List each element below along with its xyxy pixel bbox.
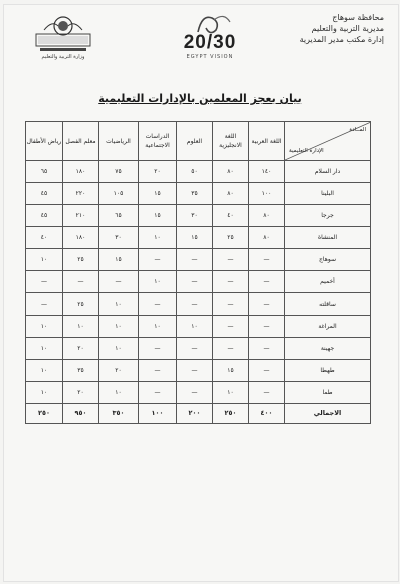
table-header-row [26,122,371,161]
column-header: رياض الأطفال [26,122,63,161]
table-cell: ١٠٥ [99,183,139,205]
row-label: أخميم [285,271,371,293]
table-row [26,183,371,205]
table-cell: ٢٥ [213,227,249,249]
total-cell: ٩٥٠ [63,403,99,423]
table-cell: ٣٠ [177,205,213,227]
table-cell: — [139,249,177,271]
total-cell: ٢٥٠ [26,403,63,423]
vision-number: 20/30 [183,32,237,53]
table-cell: — [99,271,139,293]
table-cell: ١٠ [139,227,177,249]
column-header: اللغة العربية [249,122,285,161]
table-cell: ٨٠ [213,183,249,205]
row-label: المراغة [285,315,371,337]
corner-admin-label: الإدارة التعليمية [289,148,324,154]
table-cell: ٢٠ [139,161,177,183]
table-cell: — [249,315,285,337]
column-header: اللغة الانجليزية [213,122,249,161]
corner-subject-label: المــادة [349,127,366,133]
table-cell: ١٠ [99,315,139,337]
table-cell: — [249,271,285,293]
table-cell: ١٠ [26,381,63,403]
table-cell: ٦٥ [26,161,63,183]
table-cell: — [249,359,285,381]
table-cell: — [177,359,213,381]
table-cell: ١٥ [139,183,177,205]
total-label: الاجمالي [285,403,371,423]
total-cell: ٢٥٠ [213,403,249,423]
row-label: البلينا [285,183,371,205]
table-cell: ٦٥ [99,205,139,227]
table-cell: ١٠ [99,293,139,315]
table-cell: — [249,337,285,359]
table-cell: — [139,381,177,403]
table-cell: ٣٥ [63,359,99,381]
table-row [26,359,371,381]
table-cell: — [249,249,285,271]
header-line-directorate: مديرية التربية والتعليم [311,24,384,33]
table-row [26,381,371,403]
table-cell: — [139,337,177,359]
table-cell: ١٠ [26,337,63,359]
row-label: المنشاة [285,227,371,249]
table-cell: ١٨٠ [63,161,99,183]
table-cell: ١٠ [177,315,213,337]
table-cell: — [63,271,99,293]
table-cell: — [213,293,249,315]
egypt-vision-logo [150,10,270,62]
table-cell: ١٠ [99,337,139,359]
table-cell: ٢٠ [63,337,99,359]
table-cell: ٨٠ [249,205,285,227]
row-label: جهينة [285,337,371,359]
table-cell: ٢٥ [63,249,99,271]
document-title: بيان بعجز المعلمين بالإدارات التعليمية [98,92,302,105]
table-body [26,161,371,424]
row-label: طما [285,381,371,403]
table-cell: ٨٠ [213,161,249,183]
table-cell: ٢١٠ [63,205,99,227]
table-cell: ١٠ [63,315,99,337]
ministry-logo [32,12,94,56]
table-cell: — [249,381,285,403]
table-cell: ١٥ [177,227,213,249]
table-cell: ٢٠ [63,381,99,403]
table-row [26,271,371,293]
table-cell: — [177,271,213,293]
table-cell: ١٠ [139,315,177,337]
table-row [26,227,371,249]
table-cell: — [213,337,249,359]
table-cell: — [213,315,249,337]
header-line-governorate: محافظة سوهاج [332,13,384,22]
table-row [26,249,371,271]
table-cell: — [177,293,213,315]
logo-label: وزارة التربية والتعليم [41,54,85,60]
table-cell: ٣٥ [177,183,213,205]
table-cell: ٢٢٠ [63,183,99,205]
row-label: سوهاج [285,249,371,271]
table-cell: — [177,337,213,359]
table-cell: ١٥ [213,359,249,381]
row-label: دار السلام [285,161,371,183]
corner-header-cell [285,122,371,161]
table-cell: ١٠ [26,359,63,381]
table-cell: — [177,381,213,403]
vision-subtitle: EGYPT VISION [186,54,234,60]
table-cell: — [139,293,177,315]
table-cell: ٤٥ [26,205,63,227]
table-cell: ٨٠ [249,227,285,249]
total-row [26,403,371,423]
table-cell: ١٤٠ [249,161,285,183]
table-cell: ١٠٠ [249,183,285,205]
table-cell: ١٠ [139,271,177,293]
table-row [26,205,371,227]
table-cell: ١٠ [213,381,249,403]
table-cell: — [139,359,177,381]
table-cell: ٤٠ [213,205,249,227]
table-cell: ١٠ [99,381,139,403]
table-cell: ١٥ [139,205,177,227]
column-header: العلوم [177,122,213,161]
row-label: ساقلته [285,293,371,315]
total-cell: ٤٠٠ [249,403,285,423]
table-cell: — [26,271,63,293]
table-cell: — [213,271,249,293]
total-cell: ٢٠٠ [177,403,213,423]
table-cell: ٥٠ [177,161,213,183]
table-cell: ١٨٠ [63,227,99,249]
table-cell: ٤٠ [26,227,63,249]
table-cell: — [249,293,285,315]
table-row [26,293,371,315]
table-row [26,161,371,183]
column-header: معلم الفصل [63,122,99,161]
table-cell: ٢٠ [99,359,139,381]
column-header: الرياضيات [99,122,139,161]
header-lines [274,12,384,45]
total-cell: ١٠٠ [139,403,177,423]
table-cell: ١٠ [26,249,63,271]
teacher-shortage-table [25,121,371,424]
table-cell: ١٥ [99,249,139,271]
table-cell: ٢٥ [63,293,99,315]
column-header: الدراسات الاجتماعية [139,122,177,161]
table-cell: ٧٥ [99,161,139,183]
table-cell: ٤٥ [26,183,63,205]
table-cell: — [213,249,249,271]
table-cell: ١٠ [26,315,63,337]
total-cell: ٣٥٠ [99,403,139,423]
table-row [26,315,371,337]
row-label: طهطا [285,359,371,381]
table-cell: ٣٠ [99,227,139,249]
table-row [26,337,371,359]
row-label: جرجا [285,205,371,227]
table-cell: — [177,249,213,271]
header-line-office: إدارة مكتب مدير المديرية [299,35,384,44]
table-cell: — [26,293,63,315]
